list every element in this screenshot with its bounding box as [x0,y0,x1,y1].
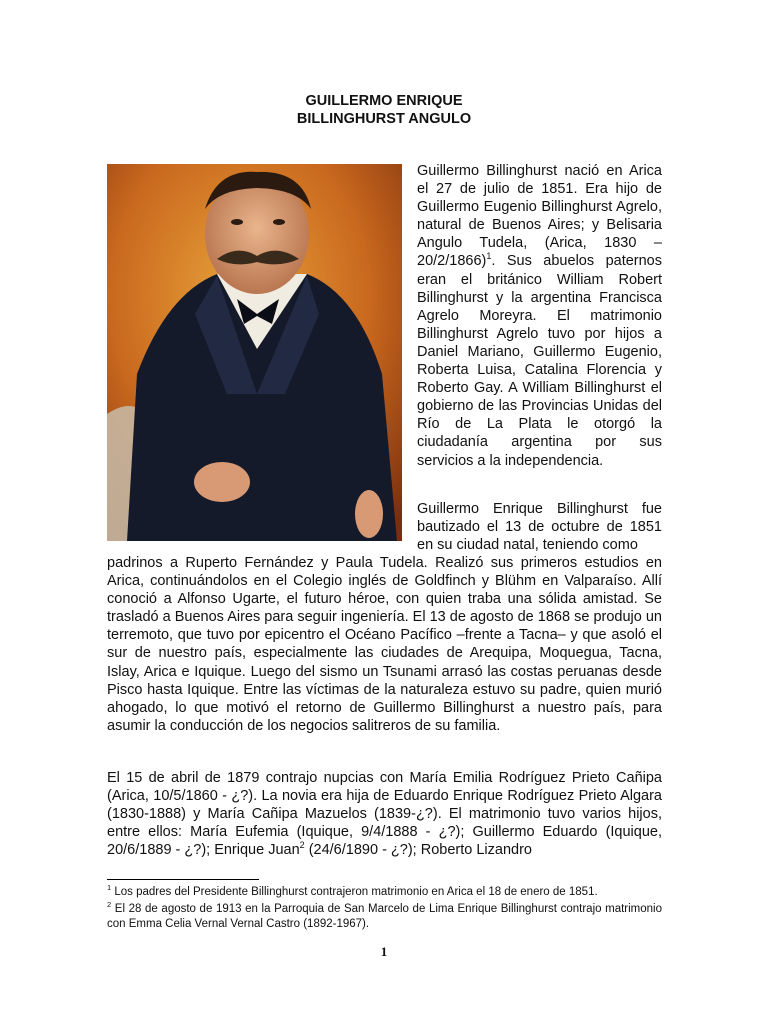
footnote-2 [107,902,662,931]
footnote-divider [107,879,259,880]
document-title [0,92,768,128]
page-number: 1 [380,944,388,959]
title-line-2: BILLINGHURST ANGULO [296,111,472,127]
footnote-1-text: Los padres del Presidente Billinghurst contrajeron matrimonio en Arica el 18 de enero de 1851. [111,886,598,898]
paragraph-1 [417,162,662,470]
portrait-image [107,164,402,541]
footnote-ref-1[interactable]: 1 [486,251,492,262]
paragraph-1-text-a: Guillermo Billinghurst nació en Arica el 27 de julio de 1851. Era hijo de Guillermo Eugenio Billinghurst Agrelo, natural de Buenos Aires; y Belisaria Angulo Tudela, (Arica, 1830 – 20/2/1866) [417,163,662,270]
paragraph-3-text-b: (24/6/1890 - ¿?); Roberto Lizandro [304,842,532,859]
paragraph-2-start: Guillermo Enrique Billinghurst fue bautizado el 13 de octubre de 1851 en su ciudad natal, teniendo como [417,501,662,554]
footnote-1 [107,885,662,900]
portrait-icon [107,164,402,541]
footnote-1-number: 1 [107,883,112,893]
footnote-2-number: 2 [107,900,112,910]
paragraph-2-continued: padrinos a Ruperto Fernández y Paula Tudela. Realizó sus primeros estudios en Arica, continuándolos en el Colegio inglés de Goldfinch y Blühm en Valparaíso. Allí conoció a Alfonso Ugarte, el futuro héroe, con quien traba una sólida amistad. Se trasladó a Buenos Aires para seguir ingeniería. El 13 de agosto de 1868 se produjo un terremoto, que tuvo por epicentro el Océano Pacífico –frente a Tacna– y que asoló el sur de nuestro país, especialmente las ciudades de Arequipa, Moquegua, Tacna, Islay, Arica e Iquique. Luego del sismo un Tsunami arrasó las costas peruanas desde Pisco hasta Iquique. Entre las víctimas de la naturaleza estuvo su padre, quien murió ahogado, lo que motivó el retorno de Guillermo Billinghurst a nuestro país, para asumir la conducción de los negocios salitreros de su familia. [107,555,662,734]
footnote-ref-2[interactable]: 2 [299,840,305,851]
footnote-2-text: El 28 de agosto de 1913 en la Parroquia de San Marcelo de Lima Enrique Billinghurst contrajo matrimonio con Emma Celia Vernal Vernal Castro (1892-1967). [107,903,662,930]
title-line-1: GUILLERMO ENRIQUE [305,93,463,109]
paragraph-3 [107,769,662,859]
paragraph-1-text-b: . Sus abuelos paternos eran el británico William Robert Billinghurst y la argentina Francisca Agrelo Moreyra. El matrimonio Billinghurst Agrelo tuvo por hijos a Daniel Mariano, Guillermo Eugenio, Roberta Luisa, Catalina Florencia y Roberto Gay. A William Billinghurst el gobierno de las Provincias Unidas del Río de La Plata le otorgó la ciudadanía argentina por sus servicios a la independencia. [417,253,662,469]
paragraph-3-text-a: El 15 de abril de 1879 contrajo nupcias con María Emilia Rodríguez Prieto Cañipa (Arica, 10/5/1860 - ¿?). La novia era hija de Eduardo Enrique Rodríguez Prieto Algara (1830-1888) y María Cañipa Mazuelos (1839-¿?). El matrimonio tuvo varios hijos, entre ellos: María Eufemia (Iquique, 9/4/1888 - ¿?); Guillermo Eduardo (Iquique, 20/6/1889 - ¿?); Enrique Juan [107,770,662,859]
